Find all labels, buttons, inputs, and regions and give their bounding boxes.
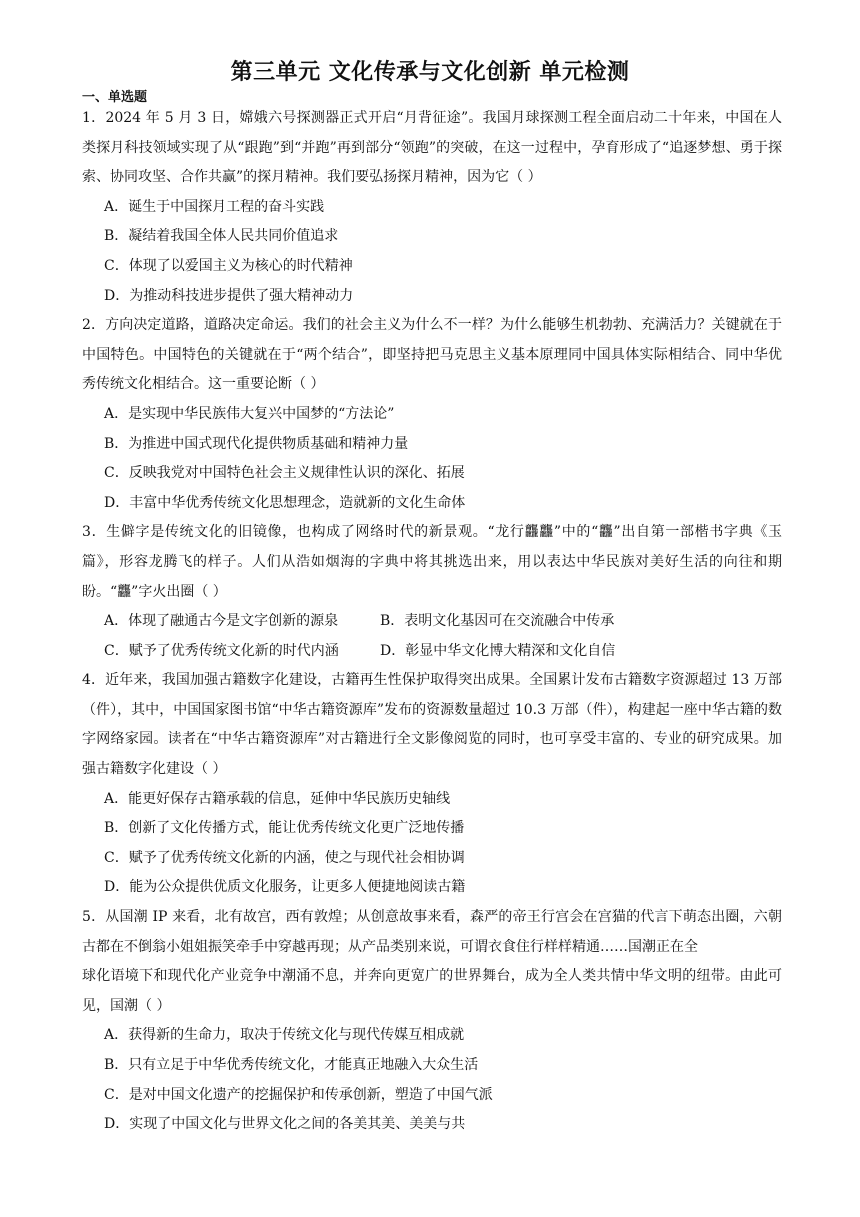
question-2-option-a: A．是实现中华民族伟大复兴中国梦的“方法论” <box>104 405 395 422</box>
question-3-options-row-1 <box>82 607 782 637</box>
question-5-option-b: B．只有立足于中华优秀传统文化，才能真正地融入大众生活 <box>104 1057 479 1073</box>
question-2-option-c: C．反映我党对中国特色社会主义规律性认识的深化、拓展 <box>104 465 465 482</box>
question-5 <box>82 903 782 1140</box>
question-5-stem-part-2: 球化语境下和现代化产业竞争中潮涌不息，并奔向更宽广的世界舞台，成为全人类共情中华文明的纽带。由此可见，国潮（ ） <box>82 968 782 1014</box>
question-4-option-d: D．能为公众提供优质文化服务，让更多人便捷地阅读古籍 <box>104 879 466 896</box>
question-3-option-c: C．赋予了优秀传统文化新的时代内涵 <box>104 642 339 659</box>
question-3-option-a: A．体现了融通古今是文字创新的源泉 <box>104 613 339 630</box>
question-5-stem-part-1: 5．从国潮 IP 来看，北有故宫，西有敦煌；从创意故事来看，森严的帝王行宫会在宫猫的代言下萌态出圈，六朝古都在不倒翁小姐姐振笑牵手中穿越再现；从产品类别来说，可谓衣食住行样样精通……国潮正在全 <box>82 909 782 955</box>
question-4-option-b: B．创新了文化传播方式，能让优秀传统文化更广泛地传播 <box>104 820 465 837</box>
question-list <box>82 104 782 1140</box>
question-1 <box>82 104 782 311</box>
question-5-option-a: A．获得新的生命力，取决于传统文化与现代传媒互相成就 <box>104 1027 465 1044</box>
question-2 <box>82 311 782 518</box>
section-heading: 一、单选题 <box>82 90 148 105</box>
question-3-options-row-2 <box>82 637 782 667</box>
question-3-option-b: B．表明文化基因可在交流融合中传承 <box>380 613 615 630</box>
question-3-option-d: D．彰显中华文化博大精深和文化自信 <box>380 642 616 659</box>
question-1-option-a: A．诞生于中国探月工程的奋斗实践 <box>104 198 325 215</box>
question-2-option-b: B．为推进中国式现代化提供物质基础和精神力量 <box>104 435 409 452</box>
question-4-option-a: A．能更好保存古籍承载的信息，延伸中华民族历史轴线 <box>104 790 451 807</box>
question-2-option-d: D．丰富中华优秀传统文化思想理念，造就新的文化生命体 <box>104 494 466 511</box>
question-2-stem: 2．方向决定道路，道路决定命运。我们的社会主义为什么不一样？为什么能够生机勃勃、充满活力？关键就在于中国特色。中国特色的关键就在于“两个结合”，即坚持把马克思主义基本原理同中国具体实际相结合、同中华优秀传统文化相结合。这一重要论断（ ） <box>82 317 782 393</box>
question-5-option-c: C．是对中国文化遗产的挖掘保护和传承创新，塑造了中国气派 <box>104 1086 493 1103</box>
question-3 <box>82 518 782 666</box>
question-4-stem: 4．近年来，我国加强古籍数字化建设，古籍再生性保护取得突出成果。全国累计发布古籍数字资源超过 13 万部（件），其中，中国国家图书馆“中华古籍资源库”发布的资源数量超过 10.3 万部（件），构建起一座中华古籍的数字网络家园。读者在“中华古籍资源库”对古籍进行全文影像阅览的同时，也可享受丰富的、专业的研究成果。加强古籍数字化建设（ ） <box>82 672 782 778</box>
page-title: 第三单元 文化传承与文化创新 单元检测 <box>230 60 630 85</box>
question-3-stem: 3．生僻字是传统文化的旧镜像，也构成了网络时代的新景观。“龙行龘龘”中的“龘”出自第一部楷书字典《玉篇》，形容龙腾飞的样子。人们从浩如烟海的字典中将其挑选出来，用以表达中华民族对美好生活的向往和期盼。“龘”字火出圈（ ） <box>82 524 782 600</box>
question-4 <box>82 666 782 903</box>
question-1-option-c: C．体现了以爱国主义为核心的时代精神 <box>104 257 353 274</box>
question-5-option-d: D．实现了中国文化与世界文化之间的各美其美、美美与共 <box>104 1116 466 1133</box>
question-1-option-b: B．凝结着我国全体人民共同价值追求 <box>104 228 339 245</box>
question-1-option-d: D．为推动科技进步提供了强大精神动力 <box>104 287 354 304</box>
question-1-stem: 1．2024 年 5 月 3 日，嫦娥六号探测器正式开启“月背征途”。我国月球探测工程全面启动二十年来，中国在人类探月科技领域实现了从“跟跑”到“并跑”再到部分“领跑”的突破，在这一过程中，孕育形成了“追逐梦想、勇于探索、协同攻坚、合作共赢”的探月精神。我们要弘扬探月精神，因为它（ ） <box>82 110 782 186</box>
question-4-option-c: C．赋予了优秀传统文化新的内涵，使之与现代社会相协调 <box>104 849 465 866</box>
